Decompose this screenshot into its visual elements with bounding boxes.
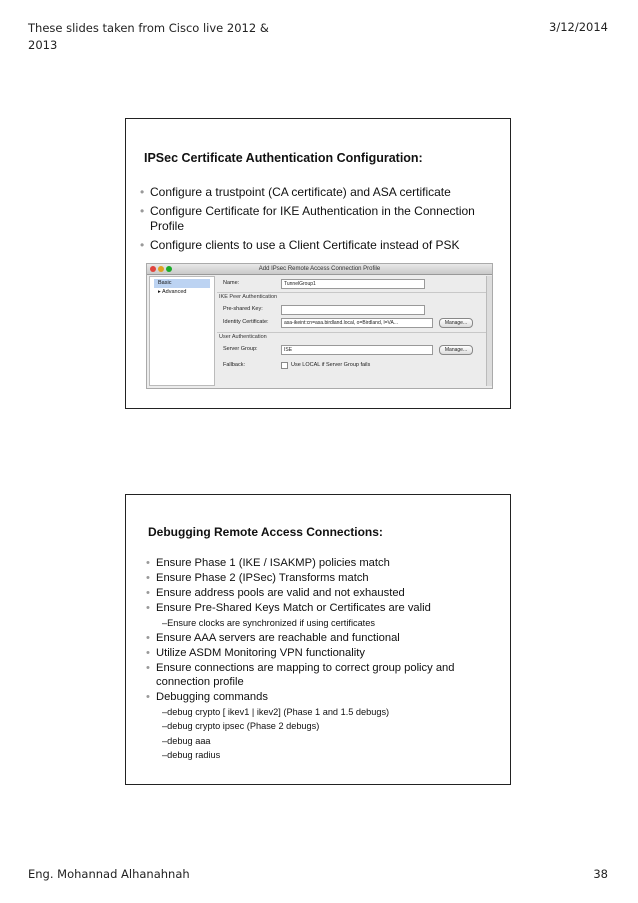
name-label: Name: bbox=[223, 280, 240, 286]
name-input[interactable]: TunnelGroup1 bbox=[281, 279, 425, 289]
psk-row bbox=[223, 304, 483, 314]
tree-item-basic[interactable]: Basic bbox=[154, 279, 210, 288]
cert-row bbox=[223, 317, 483, 327]
footer-author: Eng. Mohannad Alhanahnah bbox=[28, 867, 190, 881]
slide1-bullet-list bbox=[140, 185, 490, 257]
divider bbox=[217, 332, 486, 333]
header-left-text: These slides taken from Cisco live 2012 & 2013 bbox=[28, 21, 269, 52]
slide-debugging bbox=[125, 494, 511, 785]
sub-list-item: –debug radius bbox=[162, 750, 221, 761]
list-item: • Ensure Phase 1 (IKE / ISAKMP) policies match bbox=[146, 557, 390, 569]
list-item: • Debugging commands bbox=[146, 690, 268, 703]
server-group-row bbox=[223, 344, 483, 354]
bullet-icon: • bbox=[146, 587, 150, 600]
sub-list-item: –Ensure clocks are synchronized if using certificates bbox=[162, 618, 375, 629]
server-group-select[interactable]: ISE bbox=[281, 345, 433, 355]
list-item: • Configure a trustpoint (CA certificate) and ASA certificate bbox=[140, 185, 451, 199]
bullet-icon: • bbox=[146, 557, 150, 569]
tree-item-advanced[interactable]: ▸ Advanced bbox=[158, 289, 187, 295]
list-item: • Ensure AAA servers are reachable and functional bbox=[146, 631, 400, 644]
sub-list-item: –debug crypto [ ikev1 | ikev2] (Phase 1 and 1.5 debugs) bbox=[162, 706, 390, 717]
dialog-titlebar bbox=[147, 264, 492, 275]
fallback-checkbox[interactable] bbox=[281, 362, 288, 369]
page-number: 38 bbox=[593, 867, 608, 881]
manage-server-group-button[interactable]: Manage... bbox=[439, 345, 473, 355]
slide2-bullet-list bbox=[146, 557, 496, 764]
manage-cert-button[interactable]: Manage... bbox=[439, 318, 473, 328]
fallback-option-label: Use LOCAL if Server Group fails bbox=[291, 362, 371, 368]
fallback-label: Fallback: bbox=[223, 362, 246, 368]
list-item: • Configure clients to use a Client Certificate instead of PSK bbox=[140, 238, 460, 252]
sub-list-item: –debug crypto ipsec (Phase 2 debugs) bbox=[162, 721, 320, 732]
header-date: 3/12/2014 bbox=[549, 20, 608, 34]
bullet-icon: • bbox=[146, 690, 150, 703]
cert-label: Identity Certificate: bbox=[223, 319, 269, 325]
fallback-row bbox=[223, 360, 483, 370]
nav-tree bbox=[149, 276, 215, 386]
asdm-dialog-screenshot bbox=[146, 263, 493, 389]
psk-input[interactable] bbox=[281, 305, 425, 315]
vertical-scrollbar[interactable] bbox=[486, 276, 492, 386]
dialog-title: Add IPsec Remote Access Connection Profile bbox=[258, 266, 381, 272]
server-group-label: Server Group: bbox=[223, 346, 258, 352]
ike-section-header: IKE Peer Authentication bbox=[219, 294, 278, 300]
slide-ipsec-certificate bbox=[125, 118, 511, 409]
bullet-icon: • bbox=[146, 572, 150, 585]
slide1-title: IPSec Certificate Authentication Configuration: bbox=[144, 151, 423, 165]
name-row bbox=[223, 278, 483, 288]
bullet-icon: • bbox=[146, 646, 150, 659]
list-item: • Utilize ASDM Monitoring VPN functionality bbox=[146, 646, 365, 659]
bullet-icon: • bbox=[146, 662, 150, 675]
list-item: • Ensure Phase 2 (IPSec) Transforms match bbox=[146, 572, 369, 585]
sub-list-item: –debug aaa bbox=[162, 735, 211, 746]
cert-select[interactable]: asa-ikeint:cn=asa.birdland.local, o=Birdland, l=VA... bbox=[281, 318, 433, 328]
list-item: • Ensure Pre-Shared Keys Match or Certificates are valid bbox=[146, 602, 431, 615]
bullet-icon: • bbox=[146, 631, 150, 644]
bullet-icon: • bbox=[146, 602, 150, 615]
list-item: • Ensure address pools are valid and not exhausted bbox=[146, 587, 405, 600]
list-item: • Ensure connections are mapping to correct group policy and connection profile bbox=[146, 662, 455, 688]
triangle-right-icon: ▸ bbox=[158, 289, 162, 295]
slide2-title: Debugging Remote Access Connections: bbox=[148, 525, 383, 539]
divider bbox=[217, 292, 486, 293]
psk-label: Pre-shared Key: bbox=[223, 306, 263, 312]
list-item: • Configure Certificate for IKE Authentication in the Connection Profile bbox=[140, 204, 475, 233]
user-auth-section-header: User Authentication bbox=[219, 334, 267, 340]
